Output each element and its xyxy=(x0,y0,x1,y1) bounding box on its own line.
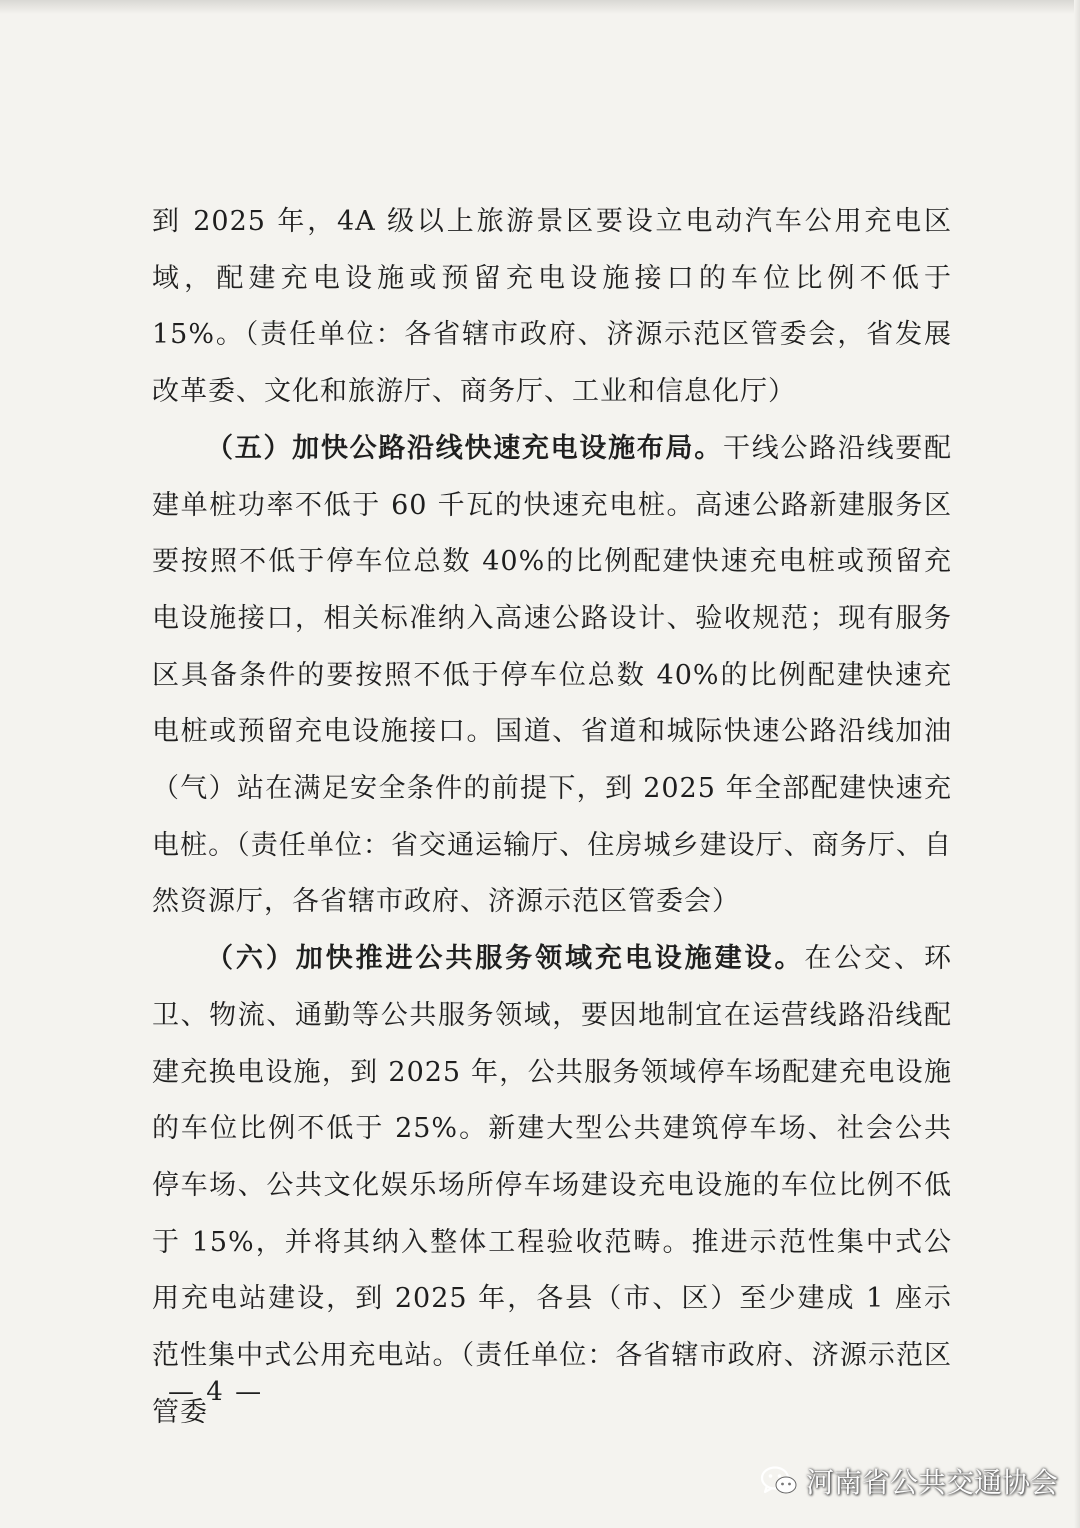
watermark-text: 河南省公共交通协会 xyxy=(806,1466,1059,1499)
page-top-shadow xyxy=(0,0,1080,14)
paragraph-text: 干线公路沿线要配建单桩功率不低于 60 千瓦的快速充电桩。高速公路新建服务区要按照不低于停车位总数 40%的比例配建快速充电桩或预留充电设施接口，相关标准纳入高速公路设计、验收规范；现有服务区具备条件的要按照不低于停车位总数 40%的比例配建快速充电桩或预留充电设施接口。国道、省道和城际快速公路沿线加油（气）站在满足安全条件的前提下，到 2025 年全部配建快速充电桩。（责任单位：省交通运输厅、住房城乡建设厅、商务厅、自然资源厅，各省辖市政府、济源示范区管委会） xyxy=(152,432,953,918)
paragraph-scenic-areas xyxy=(152,194,952,421)
section-heading-5: （五）加快公路沿线快速充电设施布局。 xyxy=(206,432,723,464)
section-heading-6: （六）加快推进公共服务领域充电设施建设。 xyxy=(206,943,805,975)
wechat-icon xyxy=(760,1465,798,1497)
page-number: — 4 — xyxy=(168,1377,264,1407)
paragraph-text: 在公交、环卫、物流、通勤等公共服务领域，要因地制宜在运营线路沿线配建充换电设施，到 2025 年，公共服务领域停车场配建充电设施的车位比例不低于 25%。新建大型公共建筑停车场、社会公共停车场、公共文化娱乐场所停车场建设充电设施的车位比例不低于 15%，并将其纳入整体工程验收范畴。推进示范性集中式公用充电站建设，到 2025 年，各县（市、区）至少建成 1 座示范性集中式公用充电站。（责任单位：各省辖市政府、济源示范区管委 xyxy=(152,943,953,1428)
paragraph-public-service-charging xyxy=(152,931,952,1441)
wechat-watermark xyxy=(760,1461,1058,1501)
paragraph-highway-charging xyxy=(152,421,952,931)
paragraph-text: 到 2025 年，4A 级以上旅游景区要设立电动汽车公用充电区域，配建充电设施或预留充电设施接口的车位比例不低于 15%。（责任单位：各省辖市政府、济源示范区管委会，省发展改革委、文化和旅游厅、商务厅、工业和信息化厅） xyxy=(152,206,952,408)
page-right-shadow xyxy=(1074,0,1080,1528)
document-body xyxy=(152,194,952,1441)
